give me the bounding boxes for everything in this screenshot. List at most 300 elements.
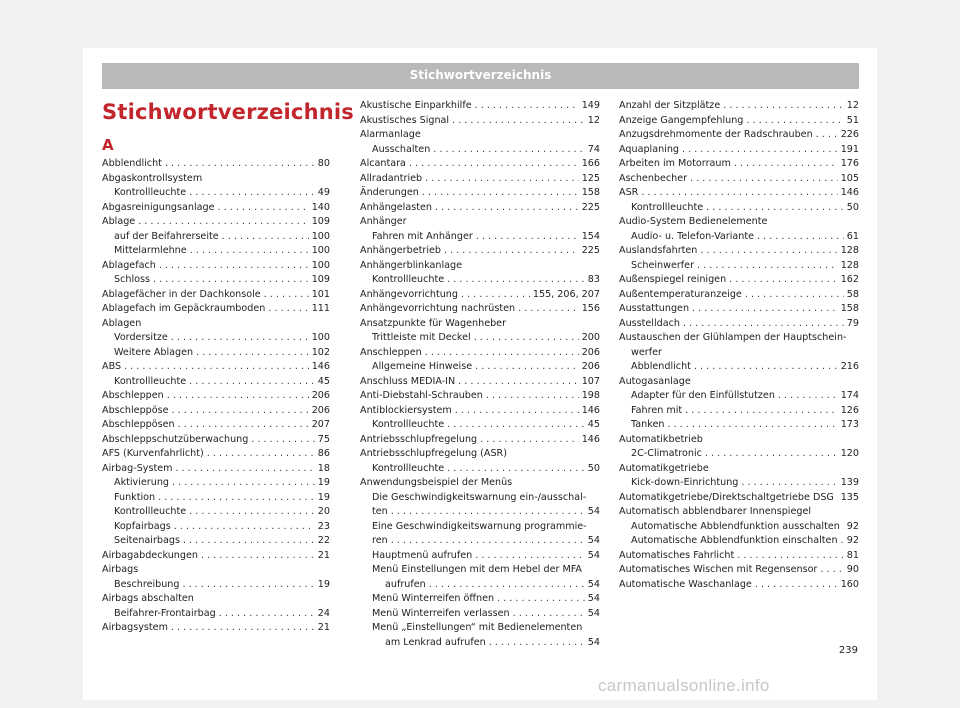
index-entry-page: 81 — [846, 549, 859, 561]
index-entry-label: Automatikgetriebe — [619, 462, 709, 474]
index-entry-label: Kontrollleuchte — [114, 506, 187, 517]
index-entry-label: Kontrollleuchte — [372, 274, 445, 285]
index-entry-label: Arbeiten im Motorraum — [619, 158, 731, 169]
index-entry-page: 206 — [311, 390, 330, 401]
dot-leader — [746, 114, 843, 129]
index-entry-label: Airbag-System — [102, 462, 173, 474]
index-entry — [360, 491, 600, 506]
index-entry — [619, 259, 859, 274]
dot-leader — [837, 491, 838, 506]
index-entry-label: Allradantrieb — [360, 172, 423, 184]
dot-leader — [207, 447, 315, 462]
index-entry-page: 54 — [587, 593, 600, 604]
index-entry — [102, 273, 330, 288]
index-entry — [360, 404, 600, 419]
index-entry-label: werfer — [631, 346, 662, 358]
index-entry — [102, 186, 330, 201]
index-entry-page: 107 — [581, 375, 600, 387]
index-entry — [619, 143, 859, 158]
index-entry — [102, 607, 330, 622]
dot-leader — [683, 317, 844, 332]
index-entry — [360, 244, 600, 259]
index-entry-page: 146 — [840, 187, 859, 198]
dot-leader — [251, 433, 314, 448]
index-entry-label: Anhänger — [360, 216, 407, 227]
dot-leader — [690, 172, 838, 187]
index-entry-page: 22 — [317, 535, 330, 546]
index-entry-label: Eine Geschwindigkeitswarnung programmie- — [372, 520, 587, 532]
index-entry-label: Abschleppschutzüberwachung — [102, 433, 249, 445]
index-entry-page: 154 — [581, 230, 600, 242]
index-entry-page: 21 — [317, 622, 330, 633]
dot-leader — [694, 360, 838, 375]
index-entry-label: Abgasreinigungsanlage — [102, 201, 215, 213]
dot-leader — [189, 375, 315, 390]
index-entry — [360, 636, 600, 651]
index-entry-page: 125 — [581, 172, 600, 184]
index-entry — [360, 534, 600, 549]
index-entry-page: 12 — [846, 100, 859, 111]
index-entry-label: Anwendungsbeispiel der Menüs — [360, 477, 513, 488]
index-entry — [102, 302, 330, 317]
index-entry-label: Adapter für den Einfüllstutzen — [631, 390, 775, 401]
dot-leader — [172, 404, 309, 419]
dot-leader — [475, 99, 579, 114]
index-entry-label: Ansatzpunkte für Wagenheber — [360, 317, 507, 329]
dot-leader — [447, 418, 585, 433]
index-entry-label: Menü Winterreifen verlassen — [372, 607, 510, 619]
index-entry — [360, 462, 600, 477]
index-entry-label: Außenspiegel reinigen — [619, 274, 727, 285]
index-entry-label: Austauschen der Glühlampen der Hauptschein- — [619, 332, 847, 343]
dot-leader — [425, 172, 579, 187]
index-entry — [102, 215, 330, 230]
index-entry-page: 49 — [317, 187, 330, 198]
index-entry-page: 158 — [581, 187, 600, 198]
index-entry — [360, 621, 600, 636]
dot-leader — [737, 549, 844, 564]
dot-leader — [475, 549, 585, 564]
index-entry — [102, 447, 330, 462]
index-entry-page: 155, 206, 207 — [532, 288, 600, 300]
index-entry-page: 100 — [311, 230, 330, 242]
dot-leader — [435, 201, 579, 216]
dot-leader — [201, 549, 315, 564]
index-entry — [360, 128, 600, 143]
index-entry-page: 86 — [317, 448, 330, 459]
index-entry-label: Beifahrer-Frontairbag — [114, 607, 216, 619]
index-entry — [619, 549, 859, 564]
header-bar — [102, 63, 859, 89]
index-entry-label: Airbags — [102, 564, 139, 575]
dot-leader — [474, 331, 579, 346]
index-entry — [360, 288, 600, 303]
index-entry — [619, 360, 859, 375]
index-entry-page: 140 — [311, 201, 330, 213]
index-entry-label: Tanken — [631, 419, 665, 430]
index-entry — [619, 99, 859, 114]
index-entry-page: 19 — [317, 491, 330, 503]
dot-leader — [189, 186, 315, 201]
index-entry — [360, 259, 600, 274]
index-entry — [102, 549, 330, 564]
index-entry-page: 51 — [846, 114, 859, 126]
dot-leader — [189, 505, 315, 520]
dot-leader — [158, 491, 315, 506]
index-entry — [619, 534, 859, 549]
dot-leader — [843, 520, 844, 535]
index-entry-page: 160 — [840, 578, 859, 590]
index-entry-label: Anzeige Gangempfehlung — [619, 114, 744, 126]
index-entry — [619, 128, 859, 143]
index-entry — [360, 317, 600, 332]
index-entry-label: Antriebsschlupfregelung — [360, 433, 478, 445]
index-entry-label: Kontrollleuchte — [372, 462, 445, 474]
index-entry — [102, 172, 330, 187]
dot-leader — [264, 288, 309, 303]
dot-leader — [518, 302, 579, 317]
index-entry-label: Anhängelasten — [360, 201, 432, 213]
index-entry-label: Aquaplaning — [619, 143, 679, 155]
index-entry-page: 54 — [587, 549, 600, 561]
index-entry-label: Seitenairbags — [114, 535, 180, 546]
index-entry-page: 45 — [587, 419, 600, 430]
index-entry-label: Die Geschwindigkeitswarnung ein-/ausschal- — [372, 491, 587, 503]
index-entry-label: Fahren mit Anhänger — [372, 230, 473, 242]
dot-leader — [685, 404, 838, 419]
index-entry-label: Menü Winterreifen öffnen — [372, 593, 495, 604]
index-entry-page: 74 — [587, 143, 600, 155]
dot-leader — [692, 302, 838, 317]
index-entry-page: 101 — [311, 288, 330, 300]
index-entry — [619, 114, 859, 129]
index-entry — [102, 534, 330, 549]
dot-leader — [757, 230, 844, 245]
index-entry-page: 21 — [317, 549, 330, 561]
dot-leader — [447, 462, 585, 477]
dot-leader — [706, 201, 844, 216]
index-entry-page: 54 — [587, 578, 600, 590]
index-entry-label: Auslandsfahrten — [619, 245, 698, 256]
index-entry-page: 225 — [581, 245, 600, 256]
index-entry-label: Außentemperaturanzeige — [619, 288, 742, 300]
index-entry-label: Weitere Ablagen — [114, 346, 194, 358]
index-entry-page: 20 — [317, 506, 330, 517]
index-entry-label: Hauptmenü aufrufen — [372, 549, 473, 561]
index-entry — [619, 433, 859, 448]
index-entry-label: Antiblockiersystem — [360, 404, 452, 416]
index-entry — [619, 476, 859, 491]
index-entry-label: 2C-Climatronic — [631, 448, 702, 459]
index-entry — [619, 172, 859, 187]
index-entry — [360, 215, 600, 230]
index-entry — [360, 172, 600, 187]
index-entry-page: 18 — [317, 462, 330, 474]
index-entry — [619, 331, 859, 346]
index-entry-label: Fahren mit — [631, 404, 683, 416]
index-entry-label: Änderungen — [360, 187, 419, 198]
index-entry-page: 50 — [846, 201, 859, 213]
index-entry-label: Automatisch abblendbarer Innenspiegel — [619, 506, 812, 517]
index-entry — [360, 447, 600, 462]
dot-leader — [745, 288, 844, 303]
index-entry-label: Abschleppen — [102, 390, 164, 401]
index-entry — [360, 331, 600, 346]
dot-leader — [409, 157, 579, 172]
index-entry — [619, 273, 859, 288]
index-entry-page: 146 — [581, 433, 600, 445]
dot-leader — [190, 244, 309, 259]
dot-leader — [167, 389, 309, 404]
index-entry-label: ren — [372, 535, 388, 546]
index-entry — [102, 317, 330, 332]
index-entry-page: 225 — [581, 201, 600, 213]
index-entry — [102, 433, 330, 448]
index-entry-label: Mittelarmlehne — [114, 245, 187, 256]
index-entry-label: am Lenkrad aufrufen — [385, 636, 486, 648]
dot-leader — [452, 114, 585, 129]
index-entry-page: 54 — [587, 535, 600, 546]
dot-leader — [138, 215, 308, 230]
index-entry — [102, 346, 330, 361]
dot-leader — [723, 99, 844, 114]
index-entry-page: 162 — [840, 274, 859, 285]
dot-leader — [820, 563, 843, 578]
dot-leader — [175, 462, 314, 477]
index-entry — [619, 346, 859, 361]
dot-leader — [172, 476, 315, 491]
index-entry — [102, 621, 330, 636]
index-entry — [102, 578, 330, 593]
index-entry — [360, 520, 600, 535]
index-entry — [619, 462, 859, 477]
index-entry — [102, 418, 330, 433]
dot-leader — [458, 375, 579, 390]
index-entry — [619, 491, 859, 506]
index-entry — [619, 578, 859, 593]
index-entry-label: Abblendlicht — [631, 361, 691, 372]
index-entry-page: 166 — [581, 158, 600, 169]
dot-leader — [153, 273, 309, 288]
index-entry — [619, 186, 859, 201]
dot-leader — [268, 302, 308, 317]
index-entry — [360, 578, 600, 593]
index-entry-page: 19 — [317, 477, 330, 488]
index-entry-page: 50 — [587, 462, 600, 474]
dot-leader — [480, 433, 579, 448]
index-entry-page: 90 — [846, 564, 859, 575]
index-entry — [619, 201, 859, 216]
dot-leader — [196, 346, 309, 361]
index-entry — [360, 505, 600, 520]
index-entry-label: Abgaskontrollsystem — [102, 172, 203, 184]
index-entry — [360, 476, 600, 491]
dot-leader — [171, 621, 315, 636]
dot-leader — [513, 607, 585, 622]
dot-leader — [778, 389, 838, 404]
index-entry-page: 120 — [840, 448, 859, 459]
dot-leader — [729, 273, 838, 288]
dot-leader — [425, 346, 579, 361]
dot-leader — [455, 404, 579, 419]
index-entry — [360, 375, 600, 390]
index-entry-page: 109 — [311, 216, 330, 227]
index-entry-label: Automatikgetriebe/Direktschaltgetriebe DSG — [619, 491, 834, 503]
dot-leader — [174, 520, 315, 535]
index-entry-page: 109 — [311, 274, 330, 285]
index-entry-label: Kontrollleuchte — [372, 419, 445, 430]
dot-leader — [461, 288, 530, 303]
index-entry-label: Ablagefächer in der Dachkonsole — [102, 288, 261, 300]
index-entry-label: Antriebsschlupfregelung (ASR) — [360, 448, 507, 459]
index-entry-label: Ablagen — [102, 317, 142, 329]
index-entry-label: Schloss — [114, 274, 150, 285]
index-entry-label: Anhängevorrichtung — [360, 288, 458, 300]
page-number: 239 — [838, 645, 858, 656]
index-entry — [619, 230, 859, 245]
index-entry-label: Abschleppöse — [102, 404, 169, 416]
index-entry-page: 128 — [840, 245, 859, 256]
index-entry — [619, 157, 859, 172]
index-entry — [360, 607, 600, 622]
index-entry-label: Aktivierung — [114, 477, 169, 488]
dot-leader — [741, 476, 837, 491]
index-entry — [102, 491, 330, 506]
index-entry-label: Audio- u. Telefon-Variante — [631, 230, 754, 242]
index-entry-label: ten — [372, 506, 388, 517]
index-entry-label: Anzahl der Sitzplätze — [619, 100, 721, 111]
index-entry — [102, 201, 330, 216]
index-entry — [102, 404, 330, 419]
index-entry — [102, 563, 330, 578]
dot-leader — [165, 157, 315, 172]
index-entry — [102, 476, 330, 491]
index-entry — [619, 389, 859, 404]
index-entry-page: 54 — [587, 636, 600, 648]
index-column-2 — [360, 99, 600, 650]
index-column-1 — [102, 157, 330, 636]
index-entry — [619, 418, 859, 433]
index-entry-label: Ablagefach — [102, 259, 156, 271]
index-entry-page: 92 — [846, 520, 859, 532]
watermark: carmanualsonline.info — [598, 676, 770, 695]
index-entry-label: Ausstattungen — [619, 303, 690, 314]
index-entry-label: Automatische Abblendfunktion ausschalten — [631, 520, 840, 532]
index-entry — [619, 447, 859, 462]
index-entry-label: Anhängerbetrieb — [360, 245, 441, 256]
dot-leader — [124, 360, 309, 375]
dot-leader — [159, 259, 309, 274]
index-entry — [102, 244, 330, 259]
dot-leader — [183, 534, 315, 549]
index-entry — [102, 520, 330, 535]
index-entry-label: AFS (Kurvenfahrlicht) — [102, 448, 204, 459]
index-entry-label: Ablagefach im Gepäckraumboden — [102, 303, 266, 314]
index-entry-label: Anschleppen — [360, 346, 422, 358]
dot-leader — [667, 418, 837, 433]
index-entry — [360, 418, 600, 433]
index-entry — [360, 230, 600, 245]
index-entry-page: 149 — [581, 100, 600, 111]
index-entry-page: 146 — [581, 404, 600, 416]
index-entry — [360, 389, 600, 404]
index-entry-page: 100 — [311, 259, 330, 271]
index-entry-page: 226 — [840, 129, 859, 140]
index-entry-label: Audio-System Bedienelemente — [619, 216, 768, 227]
index-entry — [619, 244, 859, 259]
index-entry-label: Kontrollleuchte — [114, 187, 187, 198]
index-entry-page: 200 — [581, 332, 600, 343]
index-entry-label: Abblendlicht — [102, 158, 162, 169]
index-entry-page: 206 — [581, 346, 600, 358]
index-entry — [360, 157, 600, 172]
index-entry-label: Automatische Waschanlage — [619, 578, 752, 590]
index-entry — [102, 259, 330, 274]
index-entry-page: 216 — [840, 361, 859, 372]
index-entry-page: 24 — [317, 607, 330, 619]
index-entry-page: 75 — [317, 433, 330, 445]
index-entry — [102, 331, 330, 346]
index-entry-label: Ausstelldach — [619, 317, 680, 329]
index-entry-label: Anti-Diebstahl-Schrauben — [360, 390, 483, 401]
index-entry — [360, 346, 600, 361]
dot-leader — [433, 143, 584, 158]
index-entry-label: Vordersitze — [114, 332, 168, 343]
index-entry-page: 176 — [840, 158, 859, 169]
index-entry — [619, 215, 859, 230]
section-letter: A — [102, 136, 114, 154]
dot-leader — [841, 534, 844, 549]
page-title: Stichwortverzeichnis — [102, 100, 354, 124]
index-entry-page: 207 — [311, 419, 330, 430]
dot-leader — [447, 273, 585, 288]
dot-leader — [218, 201, 309, 216]
dot-leader — [700, 244, 837, 259]
index-entry — [619, 505, 859, 520]
index-entry-label: Kick-down-Einrichtung — [631, 477, 739, 488]
dot-leader — [222, 230, 309, 245]
index-entry-label: Airbagabdeckungen — [102, 549, 198, 561]
dot-leader — [682, 143, 838, 158]
index-entry-label: Beschreibung — [114, 578, 180, 590]
index-entry-label: Funktion — [114, 491, 156, 503]
index-entry-page: 139 — [840, 477, 859, 488]
index-entry-label: Aschenbecher — [619, 172, 688, 184]
index-entry-label: Kopfairbags — [114, 520, 171, 532]
index-entry-page: 126 — [840, 404, 859, 416]
index-entry-page: 198 — [581, 390, 600, 401]
index-entry — [360, 186, 600, 201]
index-entry — [619, 375, 859, 390]
index-entry-page: 83 — [587, 274, 600, 285]
index-entry-label: Ausschalten — [372, 143, 431, 155]
index-entry-page: 23 — [317, 520, 330, 532]
index-entry — [360, 114, 600, 129]
index-entry-page: 92 — [846, 535, 859, 546]
dot-leader — [182, 578, 314, 593]
index-entry-label: Airbagsystem — [102, 622, 168, 633]
index-entry-label: Automatikbetrieb — [619, 433, 703, 445]
index-entry-label: Akustisches Signal — [360, 114, 450, 126]
index-entry-page: 61 — [846, 230, 859, 242]
dot-leader — [391, 505, 585, 520]
index-entry-page: 54 — [587, 607, 600, 619]
index-entry — [360, 360, 600, 375]
index-entry — [619, 288, 859, 303]
index-entry-label: Anzugsdrehmomente der Radschrauben — [619, 129, 813, 140]
index-entry — [619, 563, 859, 578]
index-entry — [102, 462, 330, 477]
